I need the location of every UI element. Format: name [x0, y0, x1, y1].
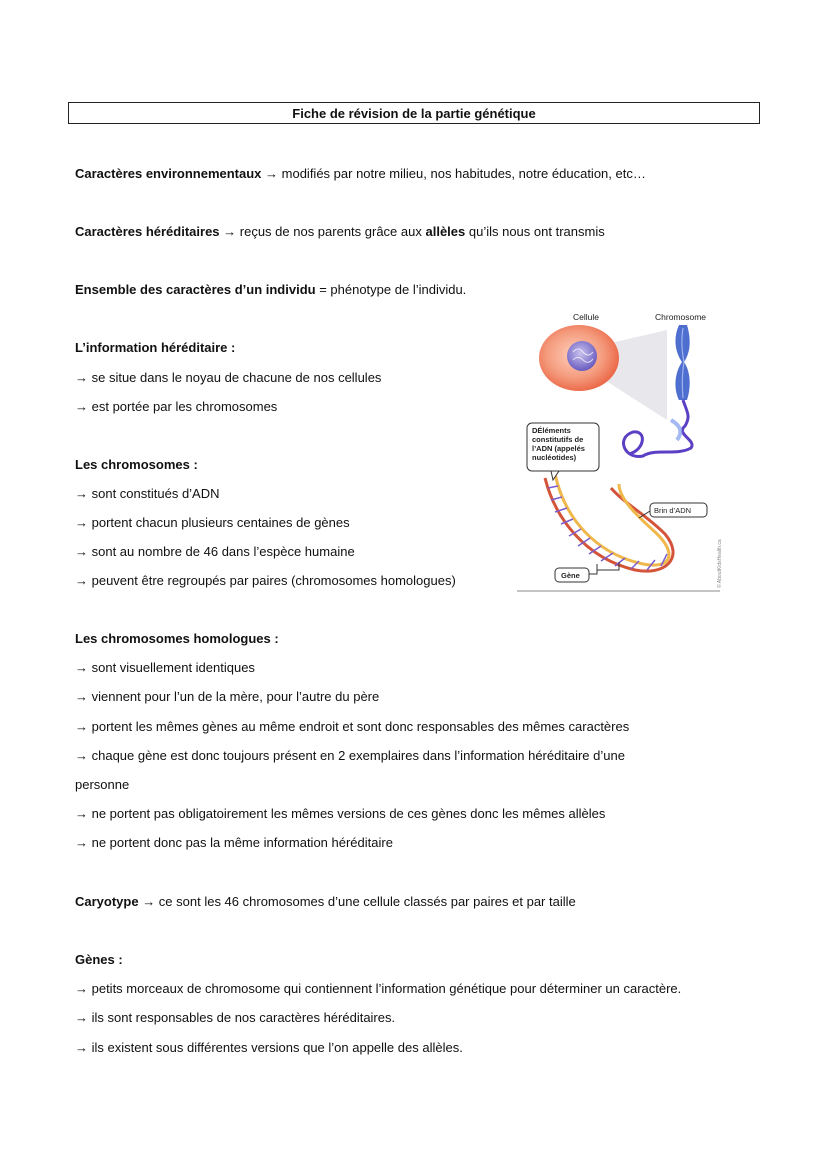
homol-item: → chaque gène est donc toujours présent en 2 exemplaires dans l’information héréditaire d’une [75, 748, 625, 763]
callout-line: nucléotides) [532, 453, 577, 462]
genes-heading: Gènes : [75, 952, 123, 967]
page-title: Fiche de révision de la partie génétique [68, 102, 760, 124]
pheno-text: = phénotype de l’individu. [315, 282, 467, 297]
pheno-line [75, 282, 466, 298]
label-chromosome: Chromosome [655, 312, 707, 322]
hered-line [75, 224, 605, 240]
callout-line: l’ADN (appelés [532, 444, 585, 453]
copyright-text: © AboutKidsHealth.ca [717, 539, 723, 588]
hered-text: → reçus de nos parents grâce aux [219, 224, 426, 239]
hered-text-end: qu’ils nous ont transmis [465, 224, 605, 239]
nucleus-shape [567, 341, 597, 371]
callout-line: DÉléments [532, 426, 571, 435]
homol-item: → portent les mêmes gènes au même endroit et sont donc responsables des mêmes caractères [75, 719, 630, 734]
homol-item: → ne portent donc pas la même information héréditaire [75, 835, 393, 850]
info-item: → est portée par les chromosomes [75, 399, 278, 414]
homol-item: → sont visuellement identiques [75, 660, 255, 675]
homol-item: personne [75, 777, 130, 792]
strand-label-box [639, 503, 707, 518]
gene-label-box [555, 562, 619, 582]
genes-item: → ils existent sous différentes versions que l’on appelle des allèles. [75, 1040, 463, 1055]
dna-illustration [515, 308, 725, 593]
info-item: → se situe dans le noyau de chacune de nos cellules [75, 370, 382, 385]
label-cell: Cellule [573, 312, 599, 322]
genes-item: → ils sont responsables de nos caractères héréditaires. [75, 1010, 396, 1025]
homol-item: → ne portent pas obligatoirement les mêmes versions de ces gènes donc les mêmes allèles [75, 806, 606, 821]
label-strand: Brin d’ADN [654, 506, 692, 515]
env-text: → modifiés par notre milieu, nos habitudes, notre éducation, etc… [261, 166, 646, 181]
info-heading: L’information héréditaire : [75, 340, 236, 355]
chromo-item: → sont constitués d’ADN [75, 486, 220, 501]
label-gene: Gène [561, 571, 580, 580]
chromo-item: → peuvent être regroupés par paires (chromosomes homologues) [75, 573, 456, 588]
chromosome-shape [675, 325, 689, 400]
chromo-heading: Les chromosomes : [75, 457, 198, 472]
env-term: Caractères environnementaux [75, 166, 262, 181]
dna-helix [545, 474, 673, 571]
caryo-line [75, 894, 576, 910]
callout-line: constitutifs de [532, 435, 584, 444]
hered-term: Caractères héréditaires [75, 224, 220, 239]
hered-bold: allèles [425, 224, 466, 239]
chromo-item: → portent chacun plusieurs centaines de gènes [75, 515, 350, 530]
genes-item: → petits morceaux de chromosome qui contiennent l’information génétique pour déterminer un caractère. [75, 981, 682, 996]
nucleotide-callout [527, 423, 599, 480]
homol-item: → viennent pour l’un de la mère, pour l’autre du père [75, 689, 380, 704]
pheno-term: Ensemble des caractères d’un individu [75, 282, 316, 297]
caryo-term: Caryotype [75, 894, 139, 909]
caryo-text: → ce sont les 46 chromosomes d’une cellule classés par paires et par taille [138, 894, 576, 909]
chromo-item: → sont au nombre de 46 dans l’espèce humaine [75, 544, 355, 559]
homol-heading: Les chromosomes homologues : [75, 631, 279, 646]
env-line [75, 166, 646, 182]
